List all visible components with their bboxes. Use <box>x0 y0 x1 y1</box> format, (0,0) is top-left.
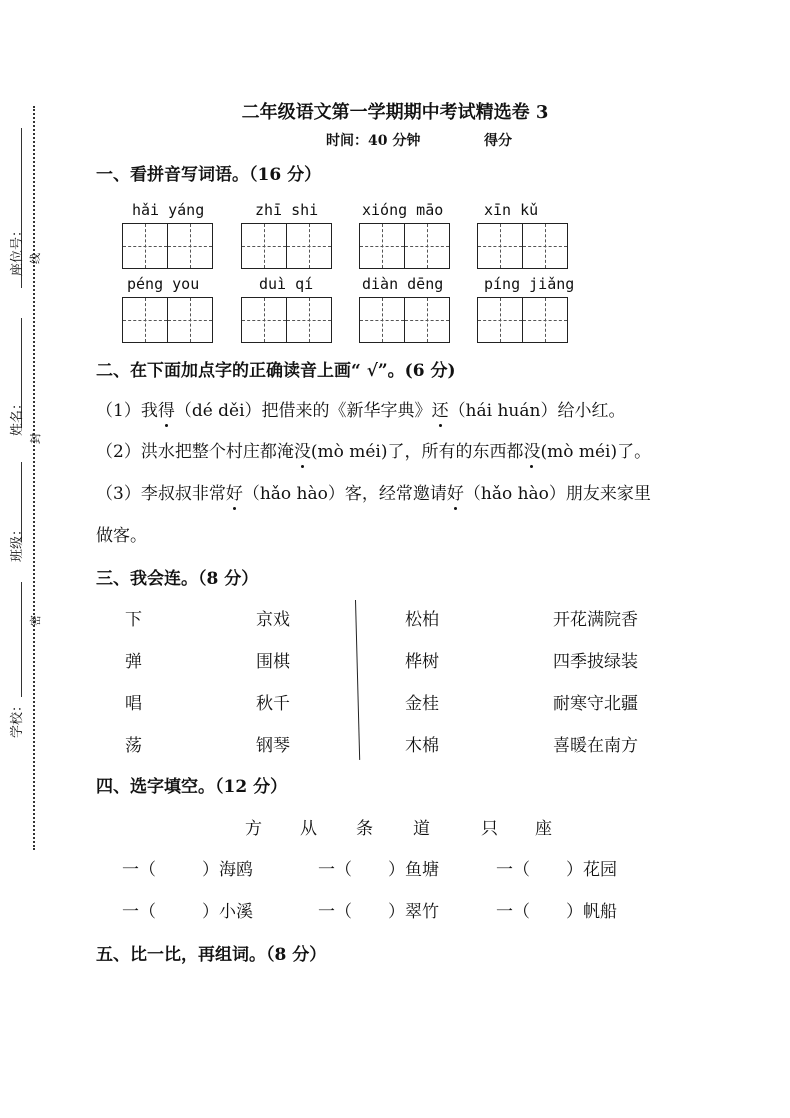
class-label: 班级： <box>10 522 25 562</box>
match-word[interactable]: 金桂 <box>405 694 439 714</box>
pinyin-6: duì qí <box>259 275 314 293</box>
option-char: 道 <box>413 819 430 839</box>
secret-mark: 密 <box>29 615 42 626</box>
fill-blank[interactable]: 一（ ）小溪 <box>122 902 253 922</box>
fill-blank[interactable]: 一（ ）帆船 <box>496 902 617 922</box>
match-word[interactable]: 桦树 <box>405 652 439 672</box>
fill-blank[interactable]: 一（ ）花园 <box>496 860 617 880</box>
match-word[interactable]: 下 <box>125 610 142 630</box>
match-word[interactable]: 木棉 <box>405 736 439 756</box>
dotted-char: 好 <box>226 479 243 504</box>
match-word[interactable]: 秋千 <box>256 694 290 714</box>
section5-heading: 五、比一比，再组词。（8 分） <box>96 945 327 965</box>
binding-dotted-line <box>33 106 35 850</box>
seat-label: 座位号： <box>10 223 25 276</box>
pinyin-4: xīn kǔ <box>484 201 539 219</box>
section2-heading: 二、在下面加点字的正确读音上画“ √”。(6 分) <box>96 361 456 381</box>
match-word[interactable]: 荡 <box>125 736 142 756</box>
score-label: 得分 <box>484 133 512 149</box>
question-2-1: （1）我得（dé děi）把借来的《新华字典》还（hái huán）给小红。 <box>96 396 625 421</box>
line-mark: 线 <box>29 253 42 264</box>
option-char: 条 <box>356 819 373 839</box>
match-word[interactable]: 喜暖在南方 <box>553 736 638 756</box>
fill-blank[interactable]: 一（ ）鱼塘 <box>318 860 439 880</box>
option-char: 方 <box>245 819 262 839</box>
match-divider <box>355 600 363 760</box>
dotted-char: 没 <box>523 437 540 462</box>
match-word[interactable]: 唱 <box>125 694 142 714</box>
writing-grid[interactable] <box>477 223 568 269</box>
writing-grid[interactable] <box>122 223 213 269</box>
pinyin-8: píng jiǎng <box>484 275 575 293</box>
dotted-char: 还 <box>432 396 449 421</box>
match-word[interactable]: 弹 <box>125 652 142 672</box>
option-char: 座 <box>535 819 552 839</box>
school-label: 学校： <box>10 698 25 738</box>
pinyin-5: péng you <box>127 275 200 293</box>
dotted-char: 没 <box>294 437 311 462</box>
question-2-3-continued: 做客。 <box>96 526 147 546</box>
section3-heading: 三、我会连。（8 分） <box>96 569 259 589</box>
match-word[interactable]: 围棋 <box>256 652 290 672</box>
dotted-char: 好 <box>447 479 464 504</box>
school-underline <box>21 582 22 697</box>
question-2-3: （3）李叔叔非常好（hǎo hào）客，经常邀请好（hǎo hào）朋友来家里 <box>96 479 651 504</box>
page-title: 二年级语文第一学期期中考试精选卷 3 <box>241 102 549 123</box>
pinyin-7: diàn dēng <box>362 275 444 293</box>
seal-mark: 封 <box>29 433 42 444</box>
option-char: 从 <box>300 819 317 839</box>
pinyin-2: zhī shi <box>255 201 319 219</box>
pinyin-1: hǎi yáng <box>132 201 205 219</box>
writing-grid[interactable] <box>122 297 213 343</box>
writing-grid[interactable] <box>477 297 568 343</box>
match-word[interactable]: 耐寒守北疆 <box>553 694 638 714</box>
question-2-2: （2）洪水把整个村庄都淹没(mò méi)了，所有的东西都没(mò méi)了。 <box>96 437 651 462</box>
section1-heading: 一、看拼音写词语。（16 分） <box>96 165 322 185</box>
match-word[interactable]: 开花满院香 <box>553 610 638 630</box>
writing-grid[interactable] <box>241 223 332 269</box>
exam-time: 时间：40 分钟 <box>326 133 421 149</box>
writing-grid[interactable] <box>359 297 450 343</box>
dotted-char: 得 <box>158 396 175 421</box>
section4-heading: 四、选字填空。（12 分） <box>96 777 288 797</box>
match-word[interactable]: 京戏 <box>256 610 290 630</box>
fill-blank[interactable]: 一（ ）翠竹 <box>318 902 439 922</box>
match-word[interactable]: 四季披绿装 <box>553 652 638 672</box>
match-word[interactable]: 钢琴 <box>256 736 290 756</box>
option-char: 只 <box>481 819 498 839</box>
match-word[interactable]: 松柏 <box>405 610 439 630</box>
writing-grid[interactable] <box>241 297 332 343</box>
pinyin-3: xióng māo <box>362 201 444 219</box>
fill-blank[interactable]: 一（ ）海鸥 <box>122 860 253 880</box>
name-label: 姓名： <box>10 396 25 436</box>
writing-grid[interactable] <box>359 223 450 269</box>
